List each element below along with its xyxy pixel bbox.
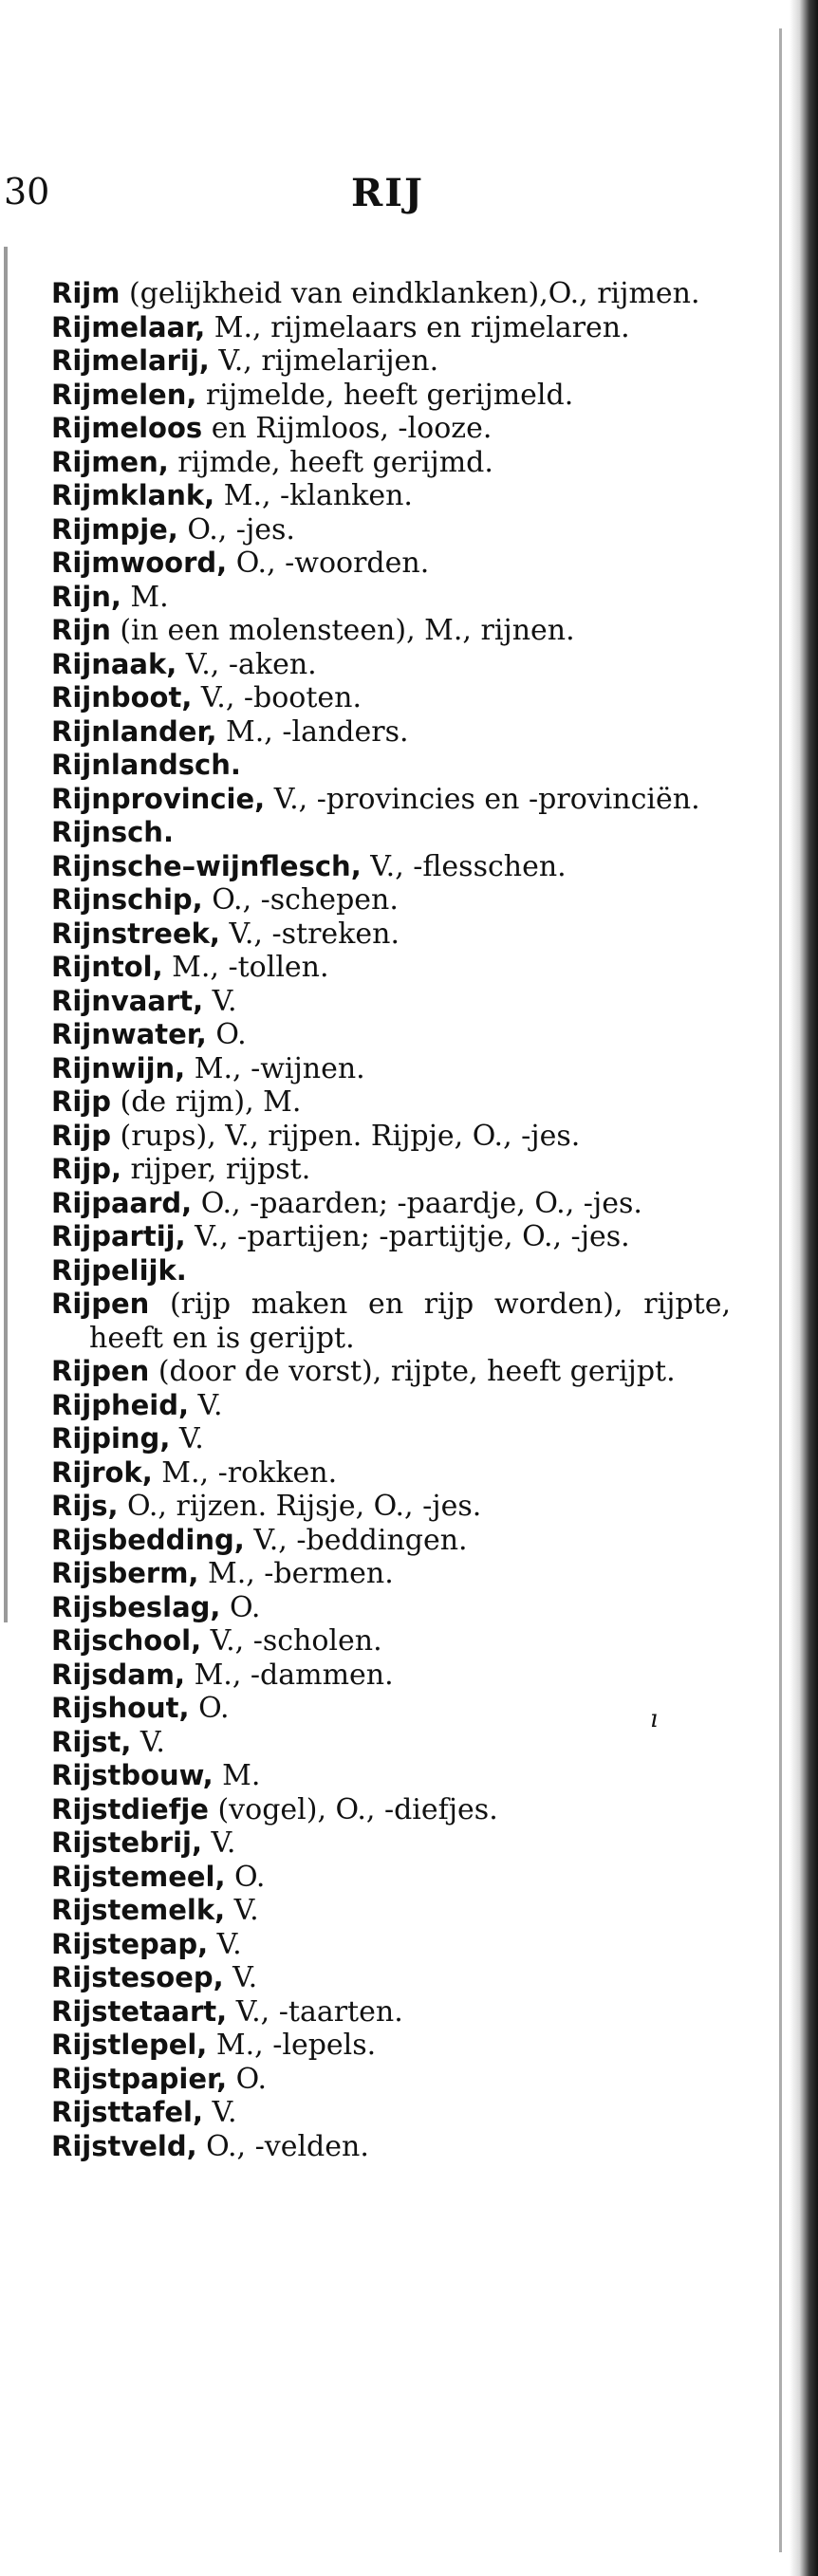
dictionary-entry	[51, 2029, 731, 2063]
page-number: 30	[4, 171, 50, 213]
dictionary-entry	[51, 1793, 731, 1827]
entry-definition: M., -landers.	[216, 714, 409, 749]
entry-headword: Rijrok,	[51, 1455, 153, 1489]
entry-definition: O., -jes.	[177, 512, 295, 547]
entry-definition: M., -klanken.	[214, 479, 413, 512]
dictionary-entry	[51, 2096, 731, 2130]
entry-definition: V., -beddingen.	[244, 1523, 468, 1557]
entry-definition: M., rijmelaars en rijmelaren.	[205, 310, 630, 344]
dictionary-entry	[51, 681, 731, 715]
dictionary-entry	[51, 1153, 731, 1187]
dictionary-entry	[51, 1826, 731, 1861]
entry-headword: Rijnwijn,	[51, 1051, 186, 1084]
entry-definition: V., -streken.	[219, 917, 400, 951]
entry-definition: (rijp maken en rijp worden), rijpte, heeft en is gerijpt.	[89, 1288, 731, 1355]
entry-headword: Rijnsche–wijnflesch,	[51, 849, 362, 882]
binding-shadow-line	[779, 28, 782, 2552]
entry-headword: Rijmeloos	[51, 412, 203, 444]
dictionary-entry	[51, 1995, 731, 2029]
entry-headword: Rijmelaar,	[51, 310, 206, 343]
entry-definition: V., rijmelarijen.	[209, 344, 439, 378]
entry-headword: Rijpheid,	[51, 1388, 189, 1421]
dictionary-entry	[51, 2130, 731, 2164]
dictionary-entry	[51, 379, 731, 413]
entry-headword: Rijmen,	[51, 445, 169, 478]
entry-headword: Rijstemelk,	[51, 1894, 226, 1926]
entry-headword: Rijnstreek,	[51, 917, 220, 950]
entry-headword: Rijstemeel,	[51, 1860, 226, 1893]
entry-headword: Rijmelarij,	[51, 344, 210, 377]
entry-headword: Rijsberm,	[51, 1557, 199, 1589]
entry-headword: Rijmklank,	[51, 479, 215, 511]
entry-definition: rijmde, heeft gerijmd.	[168, 445, 493, 479]
book-binding-edge	[790, 0, 818, 2576]
dictionary-entry	[51, 1120, 731, 1154]
entry-headword: Rijstveld,	[51, 2129, 197, 2162]
entry-definition: V.	[223, 1961, 258, 1994]
dictionary-entry	[51, 1422, 731, 1456]
entry-headword: Rijstlepel,	[51, 2029, 208, 2061]
entry-definition: V., -scholen.	[201, 1624, 382, 1658]
dictionary-entry	[51, 1389, 731, 1423]
entry-definition: V.	[170, 1422, 204, 1455]
dictionary-entry	[51, 1524, 731, 1558]
entry-headword: Rijpaard,	[51, 1186, 193, 1219]
entry-definition: O.	[225, 1860, 266, 1894]
dictionary-entry	[51, 1928, 731, 1962]
entry-definition: M., -dammen.	[185, 1658, 394, 1692]
entry-headword: Rijpen	[51, 1288, 150, 1320]
dictionary-entry	[51, 1355, 731, 1389]
dictionary-entry	[51, 1692, 731, 1726]
dictionary-entry	[51, 749, 731, 783]
dictionary-entry	[51, 1759, 731, 1793]
entry-headword: Rijstetaart,	[51, 1994, 228, 2028]
dictionary-entry	[51, 1490, 731, 1524]
entry-headword: Rijp,	[51, 1153, 121, 1185]
dictionary-entry	[51, 1961, 731, 1995]
dictionary-entry	[51, 1018, 731, 1052]
entry-definition: rijper, rijpst.	[121, 1153, 311, 1186]
entry-definition: rijmelde, heeft gerijmeld.	[196, 378, 574, 412]
entry-headword: Rijmwoord,	[51, 547, 228, 579]
entry-definition: O.	[227, 2062, 268, 2096]
entry-headword: Rijs,	[51, 1490, 119, 1522]
entry-definition: V.	[225, 1894, 259, 1927]
dictionary-entry	[51, 850, 731, 884]
entry-definition: V.	[201, 1826, 236, 1860]
entry-definition: M., -lepels.	[207, 2029, 377, 2062]
running-head: RIJ	[351, 171, 424, 215]
dictionary-entry	[51, 614, 731, 648]
dictionary-entry	[51, 479, 731, 513]
entry-definition: O.	[220, 1590, 261, 1624]
entry-headword: Rijpelijk.	[51, 1253, 187, 1287]
entry-definition: (de rijm), M.	[110, 1085, 302, 1119]
entry-definition: V.	[131, 1725, 165, 1759]
entry-headword: Rijshout,	[51, 1692, 190, 1724]
dictionary-entry	[51, 1557, 731, 1591]
dictionary-entry	[51, 1052, 731, 1086]
entry-definition: O.	[189, 1692, 230, 1725]
dictionary-entry	[51, 1591, 731, 1625]
entry-definition: V., -partijen; -partijtje, O., -jes.	[185, 1220, 630, 1253]
dictionary-entry	[51, 917, 731, 952]
entry-definition: M., -bermen.	[198, 1557, 394, 1590]
entry-definition: V.	[203, 984, 237, 1018]
entry-headword: Rijstesoep,	[51, 1961, 224, 1993]
entry-definition: M.	[121, 580, 169, 614]
entry-headword: Rijn	[51, 614, 111, 646]
entry-definition: O., -paarden; -paardje, O., -jes.	[192, 1186, 642, 1220]
entry-definition: (vogel), O., -diefjes.	[208, 1792, 498, 1826]
dictionary-entry	[51, 816, 731, 850]
entry-headword: Rijstpapier,	[51, 2062, 228, 2095]
entry-headword: Rijnsch.	[51, 816, 174, 848]
dictionary-entry	[51, 412, 731, 446]
entry-headword: Rijnprovincie,	[51, 782, 266, 815]
entry-headword: Rijstebrij,	[51, 1826, 202, 1859]
entry-headword: Rijnaak,	[51, 647, 177, 680]
entry-headword: Rijnlander,	[51, 714, 217, 748]
entry-definition: M., -rokken.	[152, 1455, 338, 1490]
dictionary-entry	[51, 715, 731, 750]
entry-definition: (in een molensteen), M., rijnen.	[110, 614, 575, 647]
dictionary-entry	[51, 1085, 731, 1120]
entry-definition: (gelijkheid van eindklanken),O., rijmen.	[120, 277, 700, 310]
entry-headword: Rijpartij,	[51, 1220, 186, 1252]
dictionary-entry-list	[51, 277, 731, 2163]
entry-definition: M., -tollen.	[162, 951, 329, 984]
dictionary-entry	[51, 2063, 731, 2097]
dictionary-entry	[51, 311, 731, 345]
entry-headword: Rijntol,	[51, 951, 163, 983]
entry-definition: O., -schepen.	[202, 883, 399, 917]
entry-definition: V., -aken.	[177, 647, 317, 681]
entry-definition: M.	[213, 1759, 261, 1792]
left-margin-rule	[4, 247, 8, 1622]
entry-headword: Rijping,	[51, 1422, 171, 1455]
entry-definition: V., -flesschen.	[361, 849, 567, 883]
entry-definition: O., rijzen. Rijsje, O., -jes.	[118, 1490, 482, 1523]
dictionary-entry	[51, 513, 731, 547]
entry-definition: O.	[206, 1018, 247, 1051]
entry-headword: Rijp	[51, 1119, 111, 1152]
dictionary-entry	[51, 1456, 731, 1491]
dictionary-entry	[51, 1624, 731, 1659]
entry-definition: (rups), V., rijpen. Rijpje, O., -jes.	[110, 1119, 581, 1153]
entry-definition: V.	[208, 1927, 242, 1961]
entry-headword: Rijsdam,	[51, 1658, 186, 1691]
entry-definition: V., -provincies en -provinciën.	[265, 782, 700, 816]
dictionary-entry	[51, 1894, 731, 1928]
entry-definition: O., -woorden.	[227, 547, 430, 580]
entry-headword: Rijst,	[51, 1725, 132, 1758]
dictionary-entry	[51, 985, 731, 1019]
dictionary-entry	[51, 1220, 731, 1254]
dictionary-entry	[51, 1254, 731, 1288]
entry-definition: V.	[189, 1388, 223, 1422]
stray-ink-mark: ı	[650, 1705, 659, 1733]
entry-headword: Rijpen	[51, 1355, 150, 1387]
entry-headword: Rijnlandsch.	[51, 749, 241, 781]
entry-headword: Rijnschip,	[51, 883, 203, 916]
entry-definition: V.	[203, 2096, 237, 2129]
entry-headword: Rijp	[51, 1085, 111, 1118]
entry-definition: en Rijmloos, -looze.	[202, 412, 493, 445]
dictionary-entry	[51, 1288, 731, 1355]
dictionary-entry	[51, 783, 731, 817]
entry-headword: Rijstdiefje	[51, 1792, 209, 1825]
entry-headword: Rijschool,	[51, 1624, 202, 1657]
dictionary-entry	[51, 446, 731, 480]
entry-headword: Rijn,	[51, 580, 121, 613]
entry-headword: Rijstepap,	[51, 1927, 209, 1960]
entry-headword: Rijsbeslag,	[51, 1590, 221, 1623]
entry-headword: Rijsttafel,	[51, 2096, 204, 2128]
dictionary-entry	[51, 1861, 731, 1895]
entry-headword: Rijsbedding,	[51, 1523, 245, 1556]
dictionary-entry	[51, 951, 731, 985]
dictionary-entry	[51, 581, 731, 615]
dictionary-entry	[51, 344, 731, 379]
dictionary-entry	[51, 547, 731, 581]
dictionary-entry	[51, 648, 731, 682]
entry-headword: Rijm	[51, 277, 121, 309]
entry-definition: V., -taarten.	[227, 1994, 403, 2029]
entry-headword: Rijmelen,	[51, 378, 197, 411]
entry-headword: Rijmpje,	[51, 512, 178, 546]
entry-headword: Rijnvaart,	[51, 984, 204, 1017]
dictionary-entry	[51, 277, 731, 311]
entry-headword: Rijstbouw,	[51, 1759, 214, 1791]
dictionary-entry	[51, 883, 731, 917]
dictionary-entry	[51, 1187, 731, 1221]
entry-definition: V., -booten.	[192, 681, 363, 714]
entry-headword: Rijnwater,	[51, 1018, 207, 1050]
entry-definition: O., -velden.	[196, 2129, 369, 2163]
entry-definition: M., -wijnen.	[185, 1051, 365, 1085]
entry-headword: Rijnboot,	[51, 681, 193, 713]
entry-definition: (door de vorst), rijpte, heeft gerijpt.	[149, 1355, 676, 1388]
dictionary-entry	[51, 1659, 731, 1693]
dictionary-entry	[51, 1726, 731, 1760]
